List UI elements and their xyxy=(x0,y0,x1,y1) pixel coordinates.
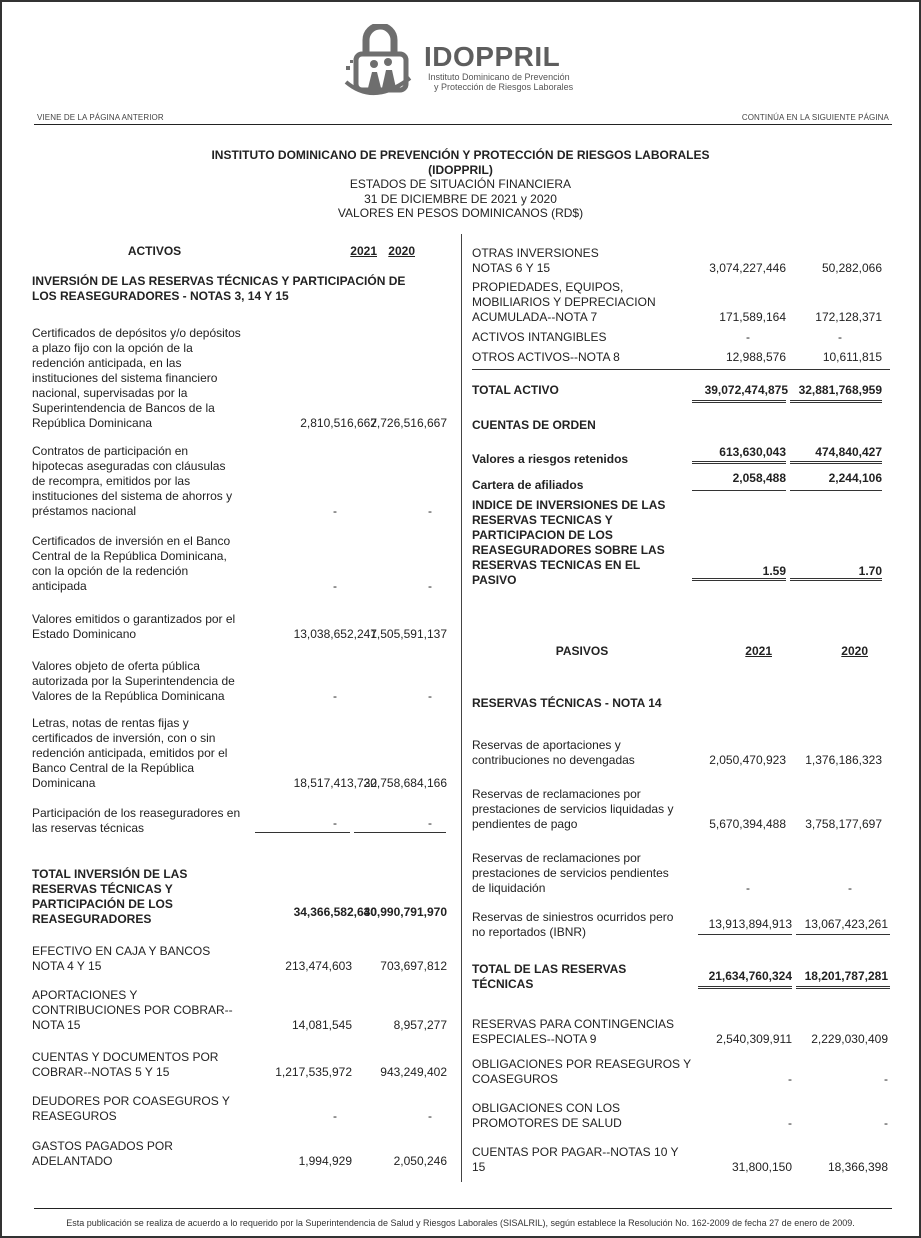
row-label: Certificados de inversión en el Banco Central de la República Dominicana, con la opción de la redención anticipada xyxy=(32,534,231,593)
row-value-2020: 172,128,371 xyxy=(815,310,882,324)
row-value-2020: 7,505,591,137 xyxy=(370,627,447,641)
row-value-2021: 2,540,309,911 xyxy=(716,1032,792,1046)
row-value-2021: 12,988,576 xyxy=(725,350,786,364)
row-label: ACTIVOS INTANGIBLES xyxy=(472,330,607,344)
prev-page-note: VIENE DE LA PÁGINA ANTERIOR xyxy=(37,113,164,122)
double-rule xyxy=(692,461,786,464)
row-value-2020: 3,758,177,697 xyxy=(805,817,882,831)
row-value-2020: 1.70 xyxy=(858,564,882,578)
subtotal-rule xyxy=(796,934,890,935)
row-label: Contratos de participación en hipotecas aseguradas con cláusulas de recompra, emitidos por las instituciones del sistema de ahorros y préstamos nacional xyxy=(32,444,233,518)
row-label: Valores emitidos o garantizados por el Estado Dominicano xyxy=(32,612,236,641)
row-value-2020: - xyxy=(428,504,432,518)
row-value-2021: 3,074,227,446 xyxy=(709,261,786,275)
title-line3: ESTADOS DE SITUACIÓN FINANCIERA xyxy=(349,177,572,191)
activos-year-2020: 2020 xyxy=(388,244,415,258)
row-value-2020: 18,366,398 xyxy=(827,1160,888,1174)
row-label: EFECTIVO EN CAJA Y BANCOS NOTA 4 Y 15 xyxy=(32,944,211,973)
logo-sub-line1: Instituto Dominicano de Prevención xyxy=(428,72,570,82)
row-value-2021: 5,670,394,488 xyxy=(709,817,786,831)
double-rule xyxy=(796,986,890,989)
idoppril-emblem-icon xyxy=(344,24,422,100)
row-value-2021: 2,810,516,667 xyxy=(300,416,377,430)
pasivos-heading: PASIVOS xyxy=(555,644,609,658)
row-value-2021: 213,474,603 xyxy=(285,959,352,973)
row-value-2020: 2,050,246 xyxy=(393,1154,447,1168)
reservas-section-heading: RESERVAS TÉCNICAS - NOTA 14 xyxy=(472,696,662,710)
row-label: Reservas de reclamaciones por prestaciones de servicios liquidadas y pendientes de pago xyxy=(472,787,674,831)
row-label: OTRAS INVERSIONES NOTAS 6 Y 15 xyxy=(472,246,599,275)
row-value-2021: 39,072,474,875 xyxy=(704,383,788,397)
row-value-2021: - xyxy=(746,881,750,895)
row-value-2020: - xyxy=(428,1109,432,1123)
total-activo-rule xyxy=(472,369,890,370)
row-value-2021: 13,913,894,913 xyxy=(708,917,792,931)
row-label: Valores objeto de oferta pública autorizada por la Superintendencia de Valores de la República Dominicana xyxy=(32,659,235,703)
row-value-2020: 2,726,516,667 xyxy=(370,416,447,430)
row-value-2020: - xyxy=(838,330,842,344)
title-line5: VALORES EN PESOS DOMINICANOS (RD$) xyxy=(337,206,584,220)
subtotal-rule xyxy=(692,490,786,491)
pasivos-year-2020: 2020 xyxy=(841,644,868,658)
header xyxy=(2,24,919,104)
column-divider xyxy=(461,234,462,1182)
publication-footnote: Esta publicación se realiza de acuerdo a lo requerido por la Superintendencia de Salud y Riesgos Laborales (SISALRIL), según establece la Resolución No. 162-2009 de fecha 27 de enero de 2009. xyxy=(66,1218,855,1228)
row-value-2020: 2,229,030,409 xyxy=(811,1032,888,1046)
row-label: TOTAL INVERSIÓN DE LAS RESERVAS TÉCNICAS Y PARTICIPACIÓN DE LOS REASEGURADORES xyxy=(32,867,188,926)
row-value-2020: 943,249,402 xyxy=(380,1065,447,1079)
logo-sub-line2: y Protección de Riesgos Laborales xyxy=(434,82,574,92)
row-value-2020: 474,840,427 xyxy=(815,445,882,459)
row-value-2021: 171,589,164 xyxy=(719,310,786,324)
row-value-2021: 21,634,760,324 xyxy=(708,969,792,983)
row-value-2021: 613,630,043 xyxy=(719,445,786,459)
activos-heading: ACTIVOS xyxy=(127,244,182,258)
row-value-2020: 20,758,684,166 xyxy=(363,776,447,790)
title-line2: (IDOPPRIL) xyxy=(428,162,493,177)
row-value-2021: - xyxy=(333,579,337,593)
row-value-2020: - xyxy=(428,816,432,830)
row-value-2021: 14,081,545 xyxy=(291,1018,352,1032)
logo-name: IDOPPRIL xyxy=(424,41,561,72)
next-page-note: CONTINÚA EN LA SIGUIENTE PÁGINA xyxy=(741,113,889,122)
row-value-2020: 50,282,066 xyxy=(821,261,882,275)
row-label: RESERVAS PARA CONTINGENCIAS ESPECIALES--NOTA 9 xyxy=(472,1017,675,1046)
row-label: Reservas de aportaciones y contribuciones no devengadas xyxy=(472,738,635,767)
logo-subtitle xyxy=(428,72,588,92)
row-value-2020: 18,201,787,281 xyxy=(804,969,888,983)
row-value-2021: 34,366,582,640 xyxy=(293,905,377,919)
row-value-2020: 2,244,106 xyxy=(828,471,882,485)
double-rule xyxy=(790,578,882,581)
row-label: GASTOS PAGADOS POR ADELANTADO xyxy=(32,1139,173,1168)
row-value-2021: 1.59 xyxy=(762,564,786,578)
row-value-2020: 8,957,277 xyxy=(393,1018,447,1032)
double-rule xyxy=(692,400,786,403)
row-value-2020: - xyxy=(848,881,852,895)
row-value-2021: - xyxy=(333,816,337,830)
row-value-2021: 31,800,150 xyxy=(731,1160,792,1174)
row-value-2020: - xyxy=(884,1116,888,1130)
row-value-2020: 10,611,815 xyxy=(822,350,882,364)
subtotal-rule xyxy=(255,832,350,833)
row-value-2021: - xyxy=(788,1116,792,1130)
row-value-2020: - xyxy=(428,579,432,593)
row-label: Certificados de depósitos y/o depósitos a plazo fijo con la opción de la redención anticipada, en las instituciones del sistema financiero nacional, supervisadas por la Superintendencia de Bancos de la República Dominicana xyxy=(32,326,241,430)
row-value-2021: - xyxy=(788,1072,792,1086)
row-label: Valores a riesgos retenidos xyxy=(472,452,629,466)
row-label: Cartera de afiliados xyxy=(472,478,584,492)
row-value-2020: 703,697,812 xyxy=(380,959,447,973)
pasivos-year-2021: 2021 xyxy=(745,644,772,658)
inversion-section-heading: INVERSIÓN DE LAS RESERVAS TÉCNICAS Y PARTICIPACIÓN DE LOS REASEGURADORES - NOTAS 3, 14 Y 15 xyxy=(32,274,406,303)
row-label: TOTAL ACTIVO xyxy=(472,383,559,397)
row-value-2021: 18,517,413,732 xyxy=(293,776,377,790)
subtotal-rule xyxy=(354,832,446,833)
row-value-2020: 13,067,423,261 xyxy=(804,917,888,931)
row-label: CUENTAS Y DOCUMENTOS POR COBRAR--NOTAS 5 Y 15 xyxy=(32,1050,219,1079)
row-label: Letras, notas de rentas fijas y certificados de inversión, con o sin redención anticipada, emitidos por el Banco Central de la República Dominicana xyxy=(32,716,228,790)
cuentas-orden-heading: CUENTAS DE ORDEN xyxy=(472,418,596,432)
row-label: Reservas de reclamaciones por prestaciones de servicios pendientes de liquidación xyxy=(472,851,669,895)
row-label: DEUDORES POR COASEGUROS Y REASEGUROS xyxy=(32,1094,230,1123)
title-line1: INSTITUTO DOMINICANO DE PREVENCIÓN Y PROTECCIÓN DE RIESGOS LABORALES xyxy=(211,148,710,162)
row-value-2020: 30,990,791,970 xyxy=(363,905,447,919)
activos-year-2021: 2021 xyxy=(350,244,377,258)
idoppril-logo xyxy=(344,24,584,104)
row-label: TOTAL DE LAS RESERVAS TÉCNICAS xyxy=(472,962,627,991)
row-value-2021: - xyxy=(333,1109,337,1123)
header-divider xyxy=(34,124,892,125)
double-rule xyxy=(698,986,792,989)
title-line4: 31 DE DICIEMBRE DE 2021 y 2020 xyxy=(364,191,557,206)
row-value-2021: 2,058,488 xyxy=(732,471,786,485)
row-label: CUENTAS POR PAGAR--NOTAS 10 Y 15 xyxy=(472,1145,679,1174)
statement-title xyxy=(2,148,919,221)
row-value-2020: 1,376,186,323 xyxy=(805,753,882,767)
row-label: INDICE DE INVERSIONES DE LAS RESERVAS TECNICAS Y PARTICIPACION DE LOS REASEGURADORES SOBRE LAS RESERVAS TECNICAS EN EL PASIVO xyxy=(472,498,666,587)
row-label: Reservas de siniestros ocurridos pero no reportados (IBNR) xyxy=(472,910,674,939)
double-rule xyxy=(790,461,882,464)
row-value-2020: 32,881,768,959 xyxy=(798,383,882,397)
row-value-2021: - xyxy=(746,330,750,344)
double-rule xyxy=(692,578,786,581)
double-rule xyxy=(790,400,882,403)
subtotal-rule xyxy=(698,934,792,935)
row-label: APORTACIONES Y CONTRIBUCIONES POR COBRAR-- NOTA 15 xyxy=(32,988,233,1032)
row-value-2021: - xyxy=(333,504,337,518)
row-value-2021: 2,050,470,923 xyxy=(709,753,786,767)
row-label: OBLIGACIONES CON LOS PROMOTORES DE SALUD xyxy=(472,1101,622,1130)
footer-divider xyxy=(34,1208,892,1209)
row-value-2020: - xyxy=(884,1072,888,1086)
row-value-2021: - xyxy=(333,689,337,703)
row-label: OTROS ACTIVOS--NOTA 8 xyxy=(472,350,620,364)
row-value-2021: 1,994,929 xyxy=(298,1154,352,1168)
row-label: OBLIGACIONES POR REASEGUROS Y COASEGUROS xyxy=(472,1057,691,1086)
row-value-2020: - xyxy=(428,689,432,703)
row-label: PROPIEDADES, EQUIPOS, MOBILIARIOS Y DEPRECIACION ACUMULADA--NOTA 7 xyxy=(472,280,656,324)
subtotal-rule xyxy=(790,490,882,491)
row-value-2021: 13,038,652,241 xyxy=(293,627,377,641)
row-label: Participación de los reaseguradores en las reservas técnicas xyxy=(32,806,241,835)
row-value-2021: 1,217,535,972 xyxy=(275,1065,352,1079)
